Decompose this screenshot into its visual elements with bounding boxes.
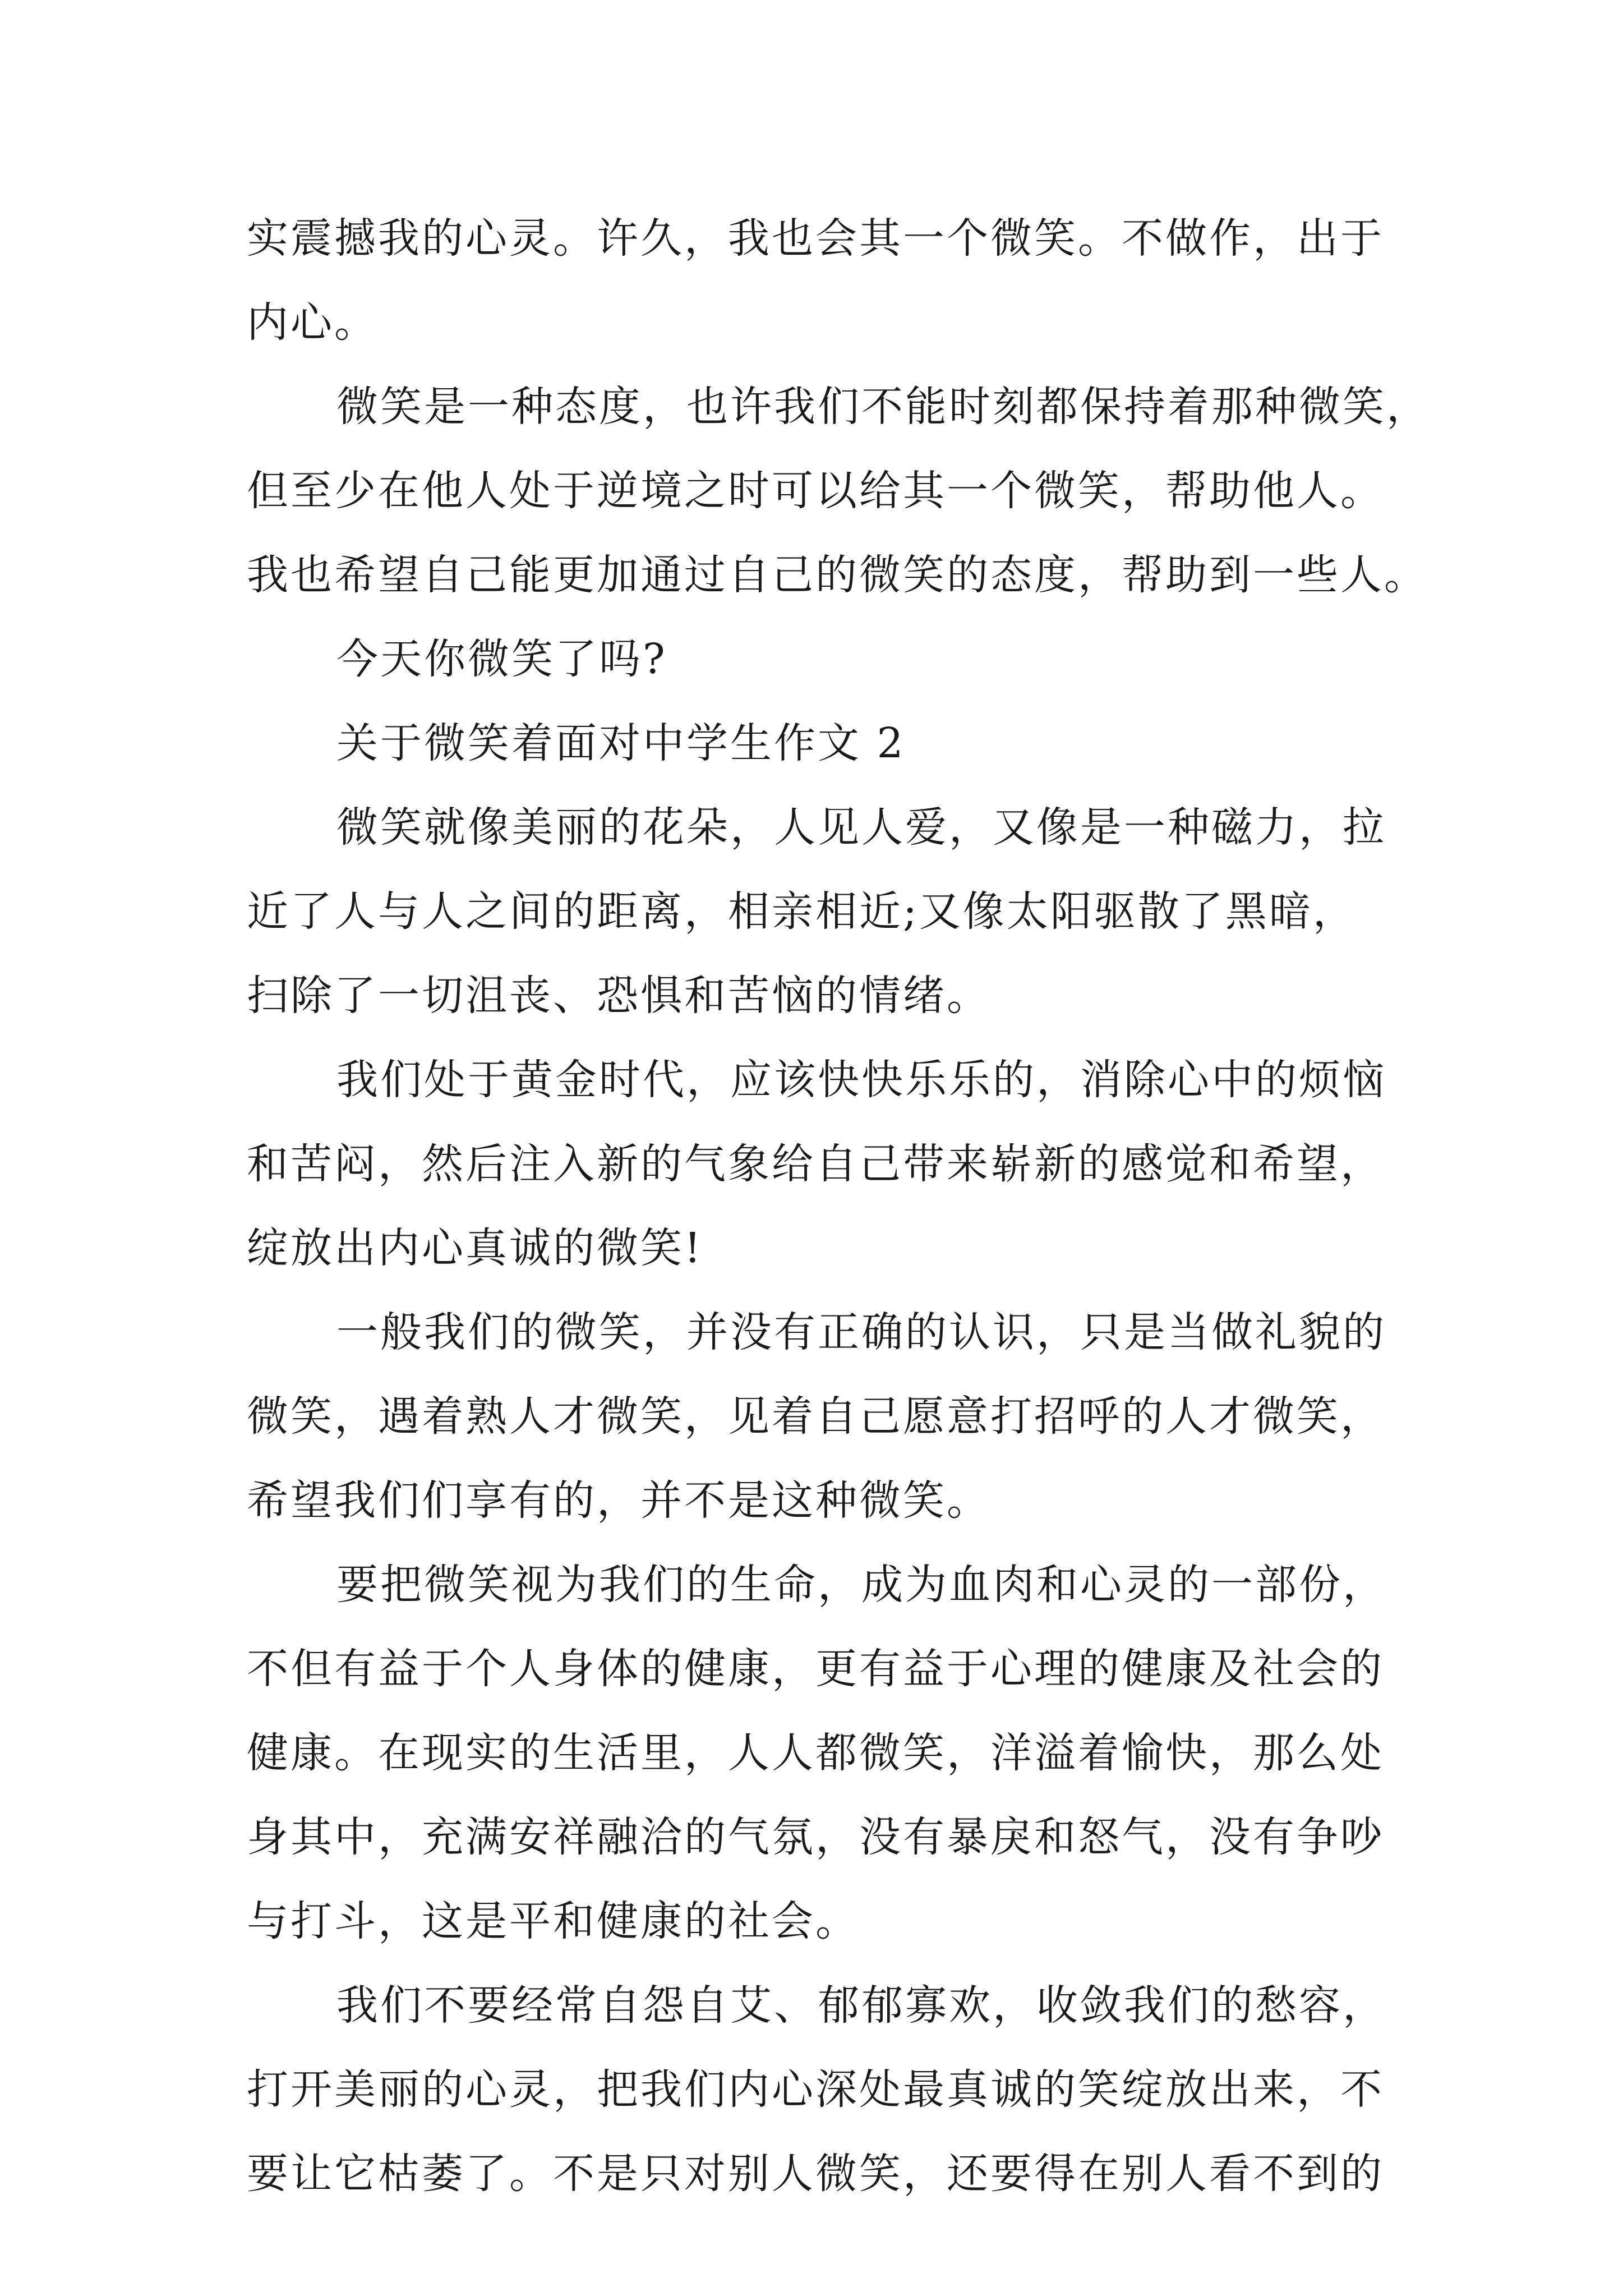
text-line: 和苦闷，然后注入新的气象给自己带来崭新的感觉和希望， xyxy=(247,1140,1384,1188)
section-heading: 关于微笑着面对中学生作文 2 xyxy=(336,719,906,767)
text-line: 我也希望自己能更加通过自己的微笑的态度，帮助到一些人。 xyxy=(247,551,1428,599)
paragraph-first-line: 我们处于黄金时代，应该快快乐乐的，消除心中的烦恼 xyxy=(336,1056,1386,1104)
text-line: 要让它枯萎了。不是只对别人微笑，还要得在别人看不到的 xyxy=(247,2150,1384,2198)
paragraph-first-line: 我们不要经常自怨自艾、郁郁寡欢，收敛我们的愁容， xyxy=(336,1981,1386,2030)
paragraph-first-line: 一般我们的微笑，并没有正确的认识，只是当做礼貌的 xyxy=(336,1308,1386,1356)
text-line: 实震撼我的心灵。许久，我也会其一个微笑。不做作，出于 xyxy=(247,214,1384,263)
text-line: 打开美丽的心灵，把我们内心深处最真诚的笑绽放出来，不 xyxy=(247,2065,1384,2114)
text-line: 但至少在他人处于逆境之时可以给其一个微笑，帮助他人。 xyxy=(247,467,1384,515)
text-line: 健康。在现实的生活里，人人都微笑，洋溢着愉快，那么处 xyxy=(247,1729,1384,1777)
text-line: 内心。 xyxy=(247,298,378,347)
text-line: 近了人与人之间的距离，相亲相近;又像太阳驱散了黑暗， xyxy=(247,887,1357,936)
text-line: 希望我们们享有的，并不是这种微笑。 xyxy=(247,1476,990,1525)
paragraph-first-line: 要把微笑视为我们的生命，成为血肉和心灵的一部份， xyxy=(336,1561,1386,1609)
paragraph-first-line: 微笑是一种态度，也许我们不能时刻都保持着那种微笑， xyxy=(336,383,1430,431)
paragraph-first-line: 微笑就像美丽的花朵，人见人爱，又像是一种磁力，拉 xyxy=(336,803,1386,852)
text-line: 绽放出内心真诚的微笑! xyxy=(247,1224,703,1272)
text-line: 微笑，遇着熟人才微笑，见着自己愿意打招呼的人才微笑， xyxy=(247,1392,1384,1441)
text-line: 与打斗，这是平和健康的社会。 xyxy=(247,1897,859,1945)
text-line: 不但有益于个人身体的健康，更有益于心理的健康及社会的 xyxy=(247,1645,1384,1693)
text-line: 扫除了一切沮丧、恐惧和苦恼的情绪。 xyxy=(247,972,990,1020)
paragraph-first-line: 今天你微笑了吗? xyxy=(336,635,667,683)
text-line: 身其中，充满安祥融洽的气氛，没有暴戾和怒气，没有争吵 xyxy=(247,1813,1384,1861)
